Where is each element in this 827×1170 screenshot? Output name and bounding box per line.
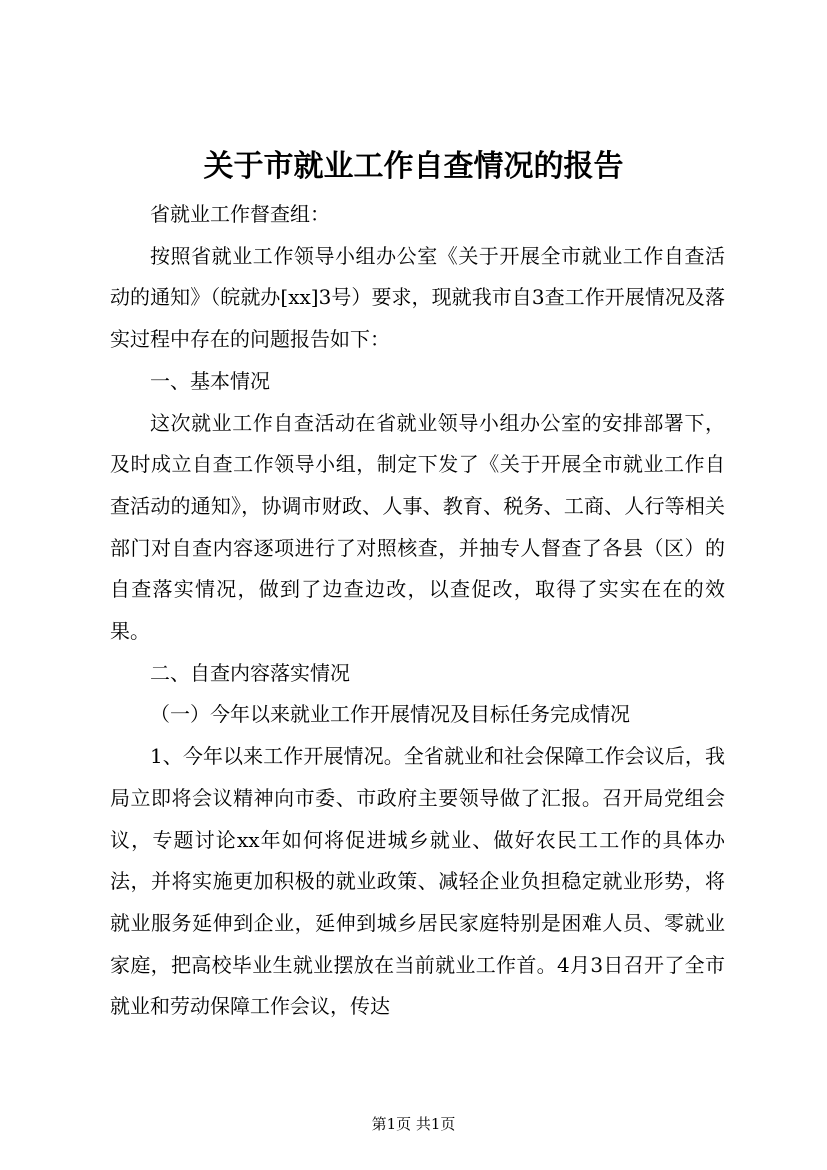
paragraph-basic-situation: 这次就业工作自查活动在省就业领导小组办公室的安排部署下，及时成立自查工作领导小组，制定下发了《关于开展全市就业工作自查活动的通知》，协调市财政、人事、教育、税务、工商、人行等相关部门对自查内容逐项进行了对照核查，并抽专人督查了各县（区）的自查落实情况，做到了边查边改，以查促改，取得了实实在在的效果。	[110, 410, 725, 644]
paragraph-intro: 按照省就业工作领导小组办公室《关于开展全市就业工作自查活动的通知》（皖就办[xx]3号）要求，现就我市自3查工作开展情况及落实过程中存在的问题报告如下：	[110, 243, 725, 352]
document-body	[110, 194, 725, 1028]
document-title: 关于市就业工作自查情况的报告	[203, 149, 624, 184]
paragraph-work-progress: 1、今年以来工作开展情况。全省就业和社会保障工作会议后，我局立即将会议精神向市委、市政府主要领导做了汇报。召开局党组会议，专题讨论xx年如何将促进城乡就业、做好农民工工作的具体办法，并将实施更加积极的就业政策、减轻企业负担稳定就业形势，将就业服务延伸到企业，延伸到城乡居民家庭特别是困难人员、零就业家庭，把高校毕业生就业摆放在当前就业工作首。4月3日召开了全市就业和劳动保障工作会议，传达	[110, 744, 725, 1019]
section-heading-basic-situation: 一、基本情况	[150, 368, 270, 393]
section-heading-self-check: 二、自查内容落实情况	[150, 660, 350, 685]
page-footer: 第1页 共1页	[371, 1115, 456, 1133]
subsection-heading-work-progress: （一）今年以来就业工作开展情况及目标任务完成情况	[150, 702, 630, 727]
salutation: 省就业工作督查组：	[150, 202, 330, 226]
